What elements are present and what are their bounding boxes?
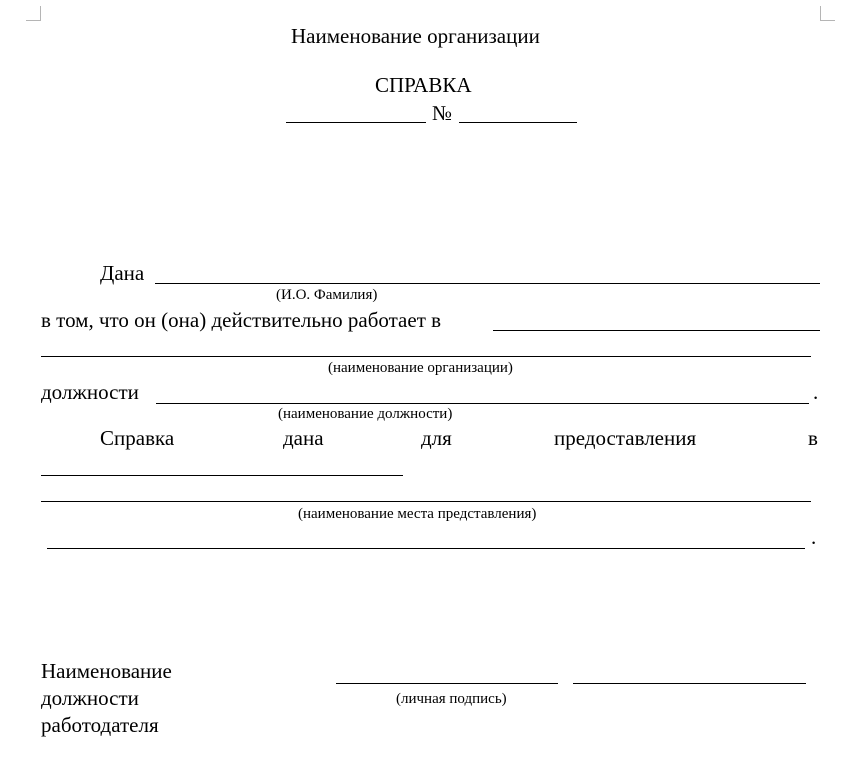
place-caption: (наименование места представления) xyxy=(298,506,537,522)
organization-blank-line-1[interactable] xyxy=(493,330,820,331)
certificate-word-4: предоставления xyxy=(554,426,697,450)
signature-caption: (личная подпись) xyxy=(396,691,507,707)
certificate-word-2: дана xyxy=(283,426,324,450)
organization-blank-line-2[interactable] xyxy=(41,356,811,357)
certificate-word-5: в xyxy=(808,426,818,450)
document-title: СПРАВКА xyxy=(375,73,472,97)
place-blank-line-3[interactable] xyxy=(47,548,805,549)
number-blank-line[interactable] xyxy=(459,122,577,123)
date-blank-line[interactable] xyxy=(286,122,426,123)
place-blank-line-1[interactable] xyxy=(41,475,403,476)
position-label: должности xyxy=(41,380,139,404)
organization-name: Наименование организации xyxy=(291,24,540,48)
position-blank-line[interactable] xyxy=(156,403,809,404)
place-blank-line-2[interactable] xyxy=(41,501,811,502)
position-caption: (наименование должности) xyxy=(278,406,453,422)
certificate-word-3: для xyxy=(421,426,452,450)
position-period: . xyxy=(813,380,819,404)
certificate-word-1: Справка xyxy=(100,426,175,450)
name-caption: (И.О. Фамилия) xyxy=(276,287,378,303)
signature-blank-line[interactable] xyxy=(336,683,558,684)
works-at-text: в том, что он (она) действительно работает в xyxy=(41,308,442,332)
page-corner-top-left xyxy=(26,6,41,21)
employer-title-line-3: работодателя xyxy=(41,713,159,737)
issued-to-label: Дана xyxy=(100,261,145,285)
name-blank-line[interactable] xyxy=(155,283,820,284)
place-period: . xyxy=(811,525,817,549)
page-corner-top-right xyxy=(820,6,835,21)
organization-caption: (наименование организации) xyxy=(328,360,513,376)
number-sign: № xyxy=(432,101,453,125)
signature-name-blank-line[interactable] xyxy=(573,683,806,684)
employer-title-line-1: Наименование xyxy=(41,659,172,683)
employer-title-line-2: должности xyxy=(41,686,139,710)
